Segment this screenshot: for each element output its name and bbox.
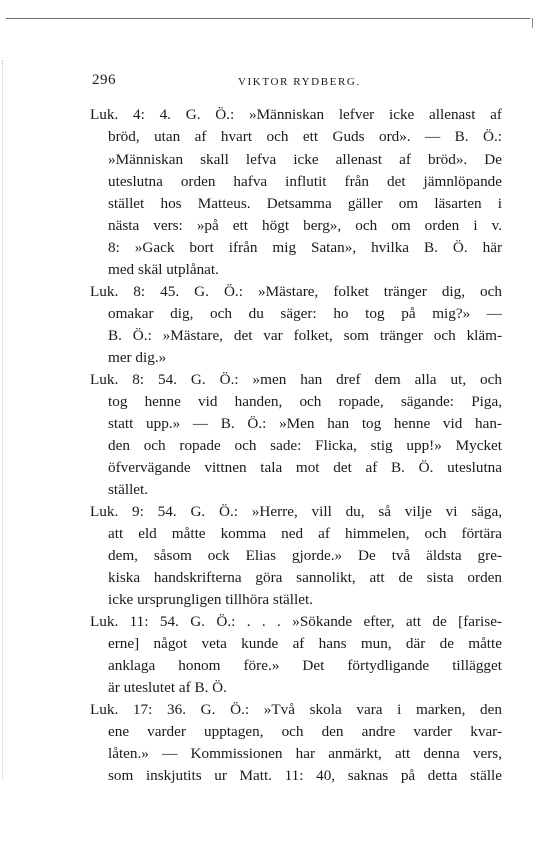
text-line: låten.» — Kommissionen har anmärkt, att denna vers, bbox=[108, 745, 502, 762]
text-line: Luk. 17: 36. G. Ö.: »Två skola vara i marken, den bbox=[90, 701, 502, 718]
running-head: VIKTOR RYDBERG. bbox=[238, 76, 361, 88]
text-line: 8: »Gack bort ifrån mig Satan», hvilka B. Ö. här bbox=[108, 239, 502, 256]
text-line: Luk. 8: 54. G. Ö.: »men han dref dem alla ut, och bbox=[90, 371, 502, 388]
text-line: är uteslutet af B. Ö. bbox=[108, 679, 227, 696]
text-line: mer dig.» bbox=[108, 349, 167, 366]
text-line: Luk. 11: 54. G. Ö.: . . . »Sökande efter, att de [farise- bbox=[90, 613, 502, 630]
text-line: ene varder upptagen, och den andre varder kvar- bbox=[108, 723, 502, 740]
text-line: att eld måtte komma ned af himmelen, och förtära bbox=[108, 525, 502, 542]
text-line: statt upp.» — B. Ö.: »Men han tog henne vid han- bbox=[108, 415, 502, 432]
top-border-line bbox=[6, 18, 530, 19]
left-margin-dots bbox=[2, 60, 3, 780]
text-line: nästa vers: »på ett högt berg», och om orden i v. bbox=[108, 217, 502, 234]
text-line: öfvervägande vittnen tala mot det af B. Ö. uteslutna bbox=[108, 459, 502, 476]
text-line: Luk. 4: 4. G. Ö.: »Människan lefver icke allenast af bbox=[90, 106, 502, 123]
text-line: omakar dig, och du säger: ho tog på mig?» — bbox=[108, 305, 502, 322]
text-line: anklaga honom före.» Det förtydligande tillägget bbox=[108, 657, 502, 674]
text-line: Luk. 9: 54. G. Ö.: »Herre, vill du, så vilje vi säga, bbox=[90, 503, 502, 520]
text-line: B. Ö.: »Mästare, det var folket, som tränger och kläm- bbox=[108, 327, 502, 344]
text-line: den och ropade och sade: Flicka, stig upp!» Mycket bbox=[108, 437, 502, 454]
text-line: stället. bbox=[108, 481, 149, 498]
text-line: icke ursprungligen tillhöra stället. bbox=[108, 591, 313, 608]
text-line: stället hos Matteus. Detsamma gäller om läsarten i bbox=[108, 195, 502, 212]
text-line: dem, såsom ock Elias gjorde.» De två äldsta gre- bbox=[108, 547, 502, 564]
top-border-corner bbox=[524, 18, 533, 28]
text-line: Luk. 8: 45. G. Ö.: »Mästare, folket tränger dig, och bbox=[90, 283, 502, 300]
text-line: som inskjutits ur Matt. 11: 40, saknas på detta ställe bbox=[108, 767, 502, 784]
text-line: »Människan skall lefva icke allenast af bröd». De bbox=[108, 151, 502, 168]
page-number: 296 bbox=[92, 72, 116, 88]
text-line: tog henne vid handen, och ropade, sägande: Piga, bbox=[108, 393, 502, 410]
text-line: bröd, utan af hvart och ett Guds ord». — B. Ö.: bbox=[108, 128, 502, 145]
text-line: erne] något veta kunde af hans mun, där de måtte bbox=[108, 635, 502, 652]
text-line: kiska handskrifterna göra sannolikt, att de sista orden bbox=[108, 569, 502, 586]
text-line: med skäl utplånat. bbox=[108, 261, 219, 278]
text-line: uteslutna orden hafva influtit från det jämnlöpande bbox=[108, 173, 502, 190]
